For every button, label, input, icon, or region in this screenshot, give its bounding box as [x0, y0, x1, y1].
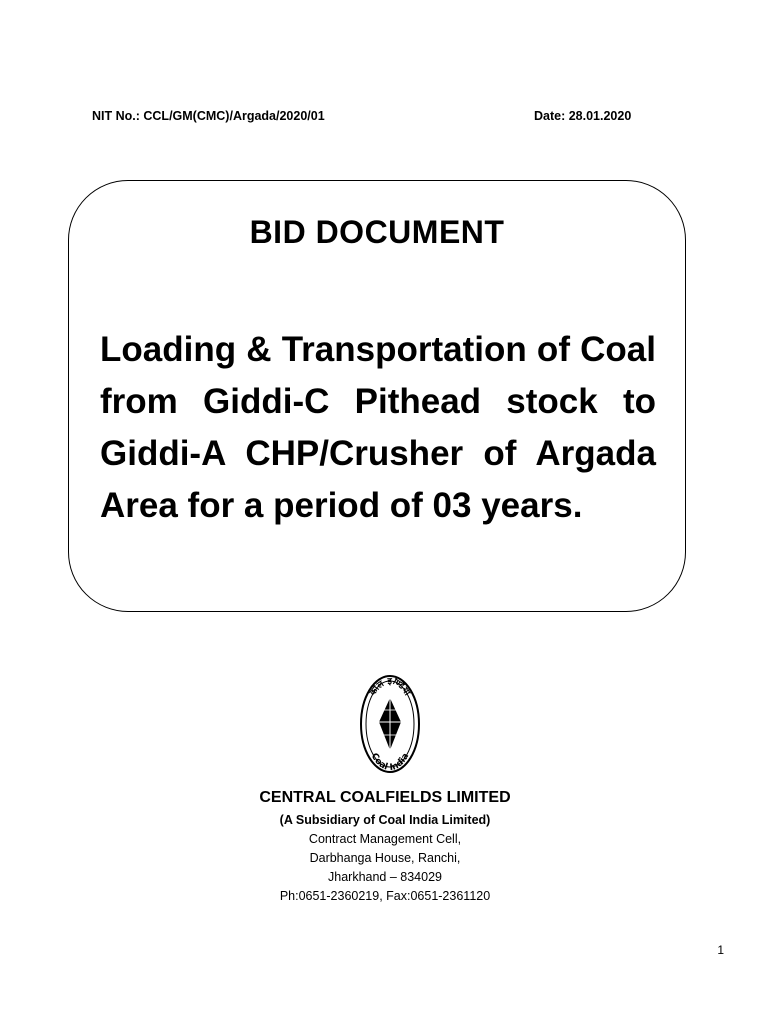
company-block	[0, 786, 770, 906]
address-line: Contract Management Cell,	[308, 832, 462, 846]
nit-number: NIT No.: CCL/GM(CMC)/Argada/2020/01	[92, 109, 325, 123]
svg-text:कोल इण्डिया: कोल इण्डिया	[368, 676, 412, 698]
svg-text:Coal India: Coal India	[368, 751, 412, 774]
page-number: 1	[717, 943, 724, 957]
bid-subject: Loading & Transportation of Coal from Giddi-C Pithead stock to Giddi-A CHP/Crusher of Argada Area for a period of 03 years.	[100, 330, 656, 525]
contact-line: Ph:0651-2360219, Fax:0651-2361120	[279, 889, 491, 903]
coal-india-logo-icon	[359, 674, 421, 774]
bid-box	[68, 180, 686, 612]
bid-title: BID DOCUMENT	[249, 214, 505, 250]
address-line: Jharkhand – 834029	[328, 870, 442, 884]
document-date: Date: 28.01.2020	[534, 109, 632, 123]
company-name: CENTRAL COALFIELDS LIMITED	[259, 789, 511, 806]
address-line: Darbhanga House, Ranchi,	[309, 851, 461, 865]
company-subsidiary: (A Subsidiary of Coal India Limited)	[279, 813, 491, 827]
